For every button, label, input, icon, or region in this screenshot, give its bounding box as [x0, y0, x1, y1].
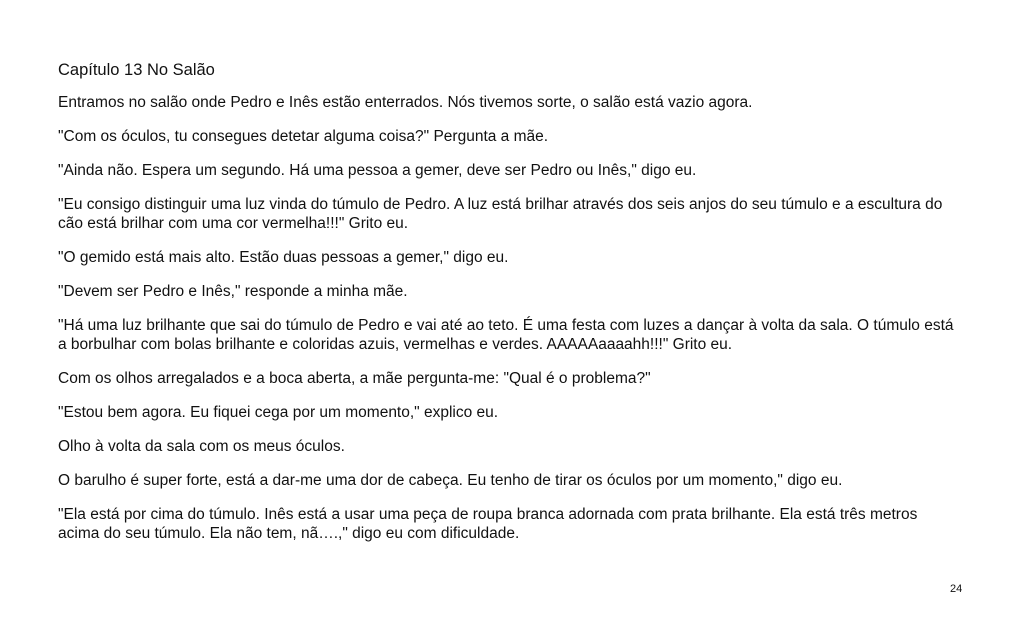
page-number: 24: [950, 583, 963, 595]
paragraph: Entramos no salão onde Pedro e Inês estão enterrados. Nós tivemos sorte, o salão está vazio agora.: [58, 94, 753, 111]
page-content: [58, 59, 958, 558]
paragraph: "Ainda não. Espera um segundo. Há uma pessoa a gemer, deve ser Pedro ou Inês," digo eu.: [58, 162, 697, 179]
paragraph: "Há uma luz brilhante que sai do túmulo de Pedro e vai até ao teto. É uma festa com luzes a dançar à volta da sala. O túmulo está a borbulhar com bolas brilhante e coloridas azuis, vermelhas e verdes. AAAAAaaaahh!!!" Grito eu.: [58, 317, 954, 353]
paragraph: "O gemido está mais alto. Estão duas pessoas a gemer," digo eu.: [58, 249, 509, 266]
paragraph: "Com os óculos, tu consegues detetar alguma coisa?" Pergunta a mãe.: [58, 128, 549, 145]
paragraph: O barulho é super forte, está a dar-me uma dor de cabeça. Eu tenho de tirar os óculos por um momento," digo eu.: [58, 472, 843, 489]
paragraph: Olho à volta da sala com os meus óculos.: [58, 438, 345, 455]
paragraph: Com os olhos arregalados e a boca aberta, a mãe pergunta-me: "Qual é o problema?": [58, 370, 651, 387]
paragraph: "Eu consigo distinguir uma luz vinda do túmulo de Pedro. A luz está brilhar através dos seis anjos do seu túmulo e a escultura do cão está brilhar com uma cor vermelha!!!" Grito eu.: [58, 196, 943, 232]
paragraph: "Ela está por cima do túmulo. Inês está a usar uma peça de roupa branca adornada com prata brilhante. Ela está três metros acima do seu túmulo. Ela não tem, nã….," digo eu com dificuldade.: [58, 506, 918, 542]
chapter-title: Capítulo 13 No Salão: [58, 61, 215, 79]
paragraph: "Estou bem agora. Eu fiquei cega por um momento," explico eu.: [58, 404, 499, 421]
paragraph: "Devem ser Pedro e Inês," responde a minha mãe.: [58, 283, 408, 300]
